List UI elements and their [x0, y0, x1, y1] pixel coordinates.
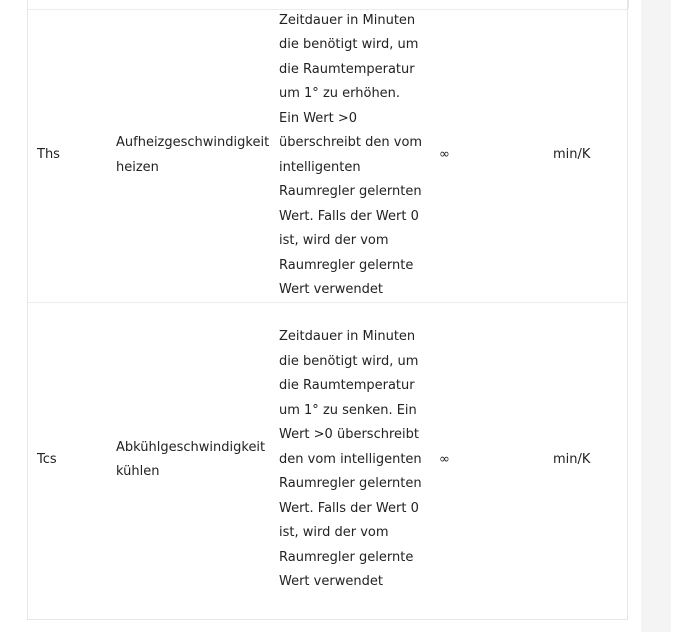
parameter-unit: min/K	[553, 451, 591, 467]
parameter-key: Tcs	[37, 451, 57, 467]
parameter-unit: min/K	[553, 147, 591, 163]
table-row	[28, 302, 627, 618]
table-row	[28, 9, 627, 303]
parameter-name: Abkühlgeschwindigkeit kühlen	[116, 439, 266, 479]
divider	[628, 0, 629, 9]
parameter-table	[27, 0, 628, 620]
parameter-description: Zeitdauer in Minuten die benötigt wird, um die Raumtemperatur um 1° zu erhöhen. Ein Wert >0 überschreibt den vom intelligenten Raumregler gelernten Wert. Falls der Wert 0 ist, wird der vom Raumregler gelernte Wert verwendet	[279, 12, 423, 297]
parameter-key: Ths	[37, 147, 60, 163]
scrollbar-track[interactable]	[641, 0, 671, 632]
parameter-description: Zeitdauer in Minuten die benötigt wird, um die Raumtemperatur um 1° zu senken. Ein Wert >0 überschreibt den vom intelligenten Raumregler gelernten Wert. Falls der Wert 0 ist, wird der vom Raumregler gelernte Wert verwendet	[279, 329, 422, 590]
parameter-name: Aufheizgeschwindigkeit heizen	[116, 135, 270, 175]
parameter-range: ∞	[439, 451, 450, 467]
parameter-range: ∞	[439, 147, 450, 163]
